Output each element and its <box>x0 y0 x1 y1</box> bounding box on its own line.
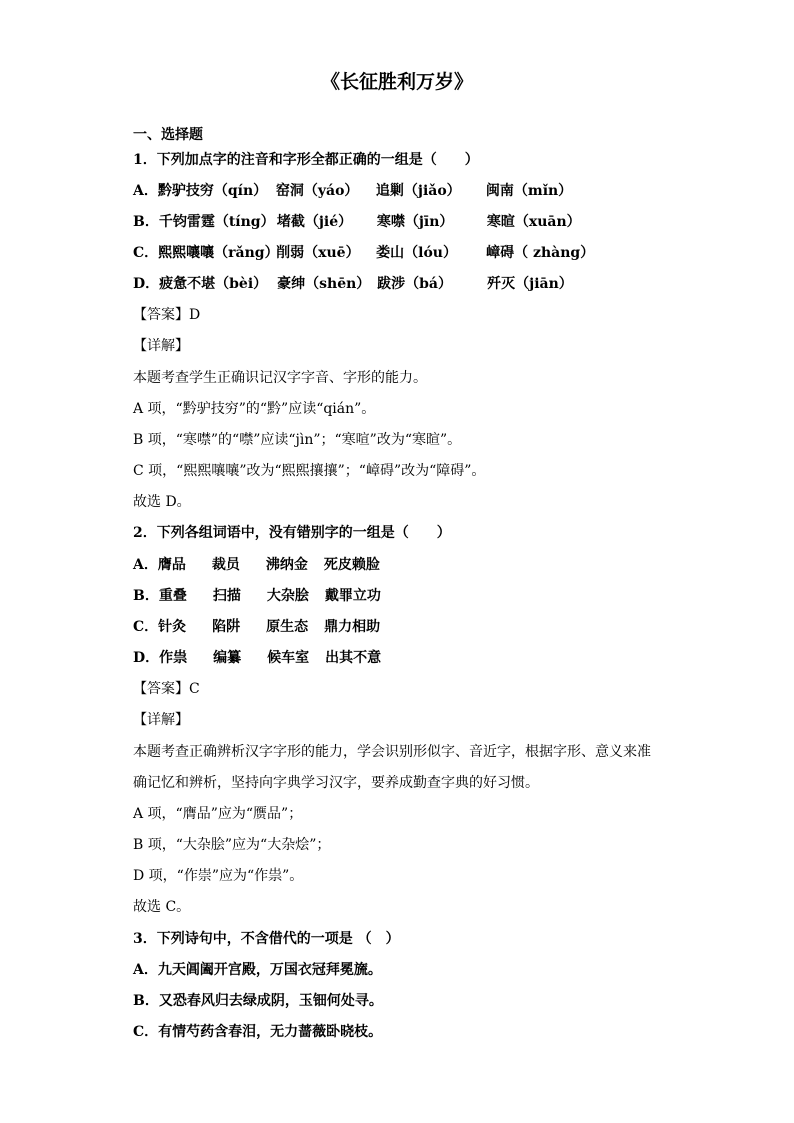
option-item: 千钧雷霆（tíng） <box>158 214 275 230</box>
option-item: 沸纳金 <box>265 557 308 573</box>
option-item: 作祟 <box>159 650 188 666</box>
q3-option-a: A．九天阊阖开宫殿，万国衣冠拜冕旒。 <box>133 962 382 978</box>
q2-explanation-line: 确记忆和辨析，坚持向字典学习汉字，要养成勤查字典的好习惯。 <box>133 775 539 791</box>
q1-explanation-line: C 项，“熙熙嚷嚷”改为“熙熙攘攘”；“嶂碍”改为“障碍”。 <box>133 463 486 479</box>
option-item: 疲惫不堪（bèi） <box>159 276 268 292</box>
q1-option-c <box>133 243 594 263</box>
option-label: D． <box>133 650 160 666</box>
option-item: 裁员 <box>211 557 240 573</box>
doc-title: 《长征胜利万岁》 <box>320 71 473 93</box>
option-item: 陷阱 <box>212 619 241 635</box>
option-label: B． <box>133 588 159 604</box>
q1-explanation-line: A 项，“黔驴技穷”的“黔”应读“qián”。 <box>133 401 376 417</box>
option-item: 膺品 <box>157 557 186 573</box>
option-item: 编纂 <box>213 650 242 666</box>
option-label: A． <box>133 183 158 199</box>
option-label: C． <box>133 619 159 635</box>
option-item: 候车室 <box>267 650 310 666</box>
q2-detail-label: 【详解】 <box>133 712 189 728</box>
q2-explanation-line: A 项，“膺品”应为“赝品”； <box>133 806 303 822</box>
option-label: A． <box>133 557 158 573</box>
q3-stem: 3．下列诗句中，不含借代的一项是 （ ） <box>133 931 400 947</box>
q2-answer: 【答案】C <box>133 681 200 697</box>
option-item: 堵截（jié） <box>276 214 353 230</box>
q1-explanation-line: 本题考查学生正确识记汉字字音、字形的能力。 <box>133 370 427 386</box>
q3-option-b: B．又恐春风归去绿成阴，玉钿何处寻。 <box>133 993 383 1009</box>
q2-option-d <box>133 648 381 668</box>
q1-detail-label: 【详解】 <box>133 338 189 354</box>
q1-option-a <box>133 181 572 201</box>
q1-explanation-line: 故选 D。 <box>133 494 191 510</box>
option-label: B． <box>133 214 159 230</box>
q1-option-b <box>133 212 581 232</box>
option-item: 削弱（xuē） <box>276 245 360 261</box>
q2-option-a <box>133 555 380 575</box>
option-item: 寒暄（xuān） <box>486 214 581 230</box>
option-label: C． <box>133 245 159 261</box>
option-label: D． <box>133 276 160 292</box>
option-item: 歼灭（jiān） <box>487 276 573 292</box>
option-item: 黔驴技穷（qín） <box>157 183 268 199</box>
option-item: 熙熙嚷嚷（rǎng） <box>158 245 279 261</box>
option-item: 重叠 <box>158 588 187 604</box>
option-item: 追剿（jiǎo） <box>375 183 461 199</box>
q2-explanation-line: 故选 C。 <box>133 899 191 915</box>
option-item: 寒噤（jīn） <box>376 214 454 230</box>
option-item: 豪绅（shēn） <box>277 276 371 292</box>
q1-explanation-line: B 项，“寒噤”的“噤”应读“jìn”；“寒喧”改为“寒暄”。 <box>133 432 462 448</box>
option-item: 闽南（mǐn） <box>485 183 573 199</box>
q2-stem: 2．下列各组词语中，没有错别字的一组是（ ） <box>133 525 451 541</box>
q2-explanation-line: D 项，“作崇”应为“作祟”。 <box>133 868 304 884</box>
option-item: 娄山（lóu） <box>376 245 457 261</box>
q1-stem: 1．下列加点字的注音和字形全都正确的一组是（ ） <box>133 152 479 168</box>
option-item: 窑洞（yáo） <box>275 183 359 199</box>
option-item: 跋涉（bá） <box>377 276 453 292</box>
q3-option-c: C．有情芍药含春泪，无力蔷薇卧晓枝。 <box>133 1024 383 1040</box>
option-item: 嶂碍（ zhàng） <box>486 245 595 261</box>
q2-explanation-line: 本题考查正确辨析汉字字形的能力，学会识别形似字、音近字，根据字形、意义来准 <box>133 744 651 760</box>
option-item: 大杂脍 <box>266 588 309 604</box>
option-item: 针灸 <box>158 619 187 635</box>
q2-option-b <box>133 586 381 606</box>
option-item: 扫描 <box>212 588 241 604</box>
q1-option-d <box>133 274 573 294</box>
option-item: 死皮赖脸 <box>323 557 380 573</box>
q1-answer: 【答案】D <box>133 307 201 323</box>
section-heading: 一、选择题 <box>133 127 203 143</box>
option-item: 原生态 <box>266 619 309 635</box>
option-item: 出其不意 <box>325 650 382 666</box>
q2-explanation-line: B 项，“大杂脍”应为“大杂烩”； <box>133 837 331 853</box>
option-item: 戴罪立功 <box>324 588 381 604</box>
option-item: 鼎力相助 <box>324 619 381 635</box>
q2-option-c <box>133 617 380 637</box>
